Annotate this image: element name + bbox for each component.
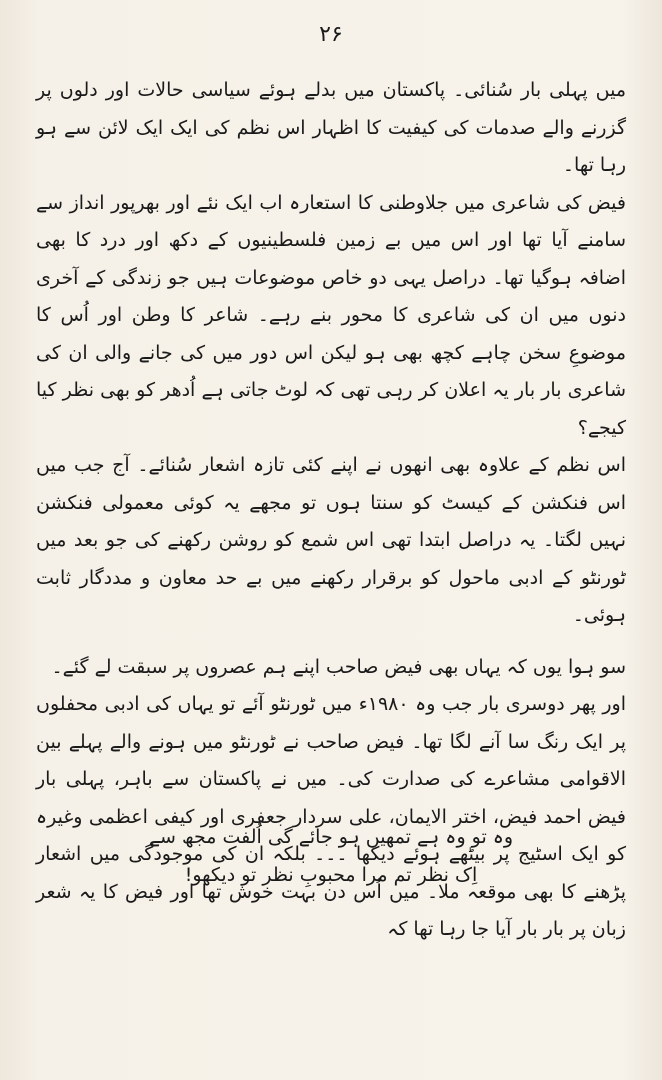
paragraph-1: میں پہلی بار سُنائی۔ پاکستان میں بدلے ہوئے سیاسی حالات اور دلوں پر گزرنے والے صدمات کی کیفیت کا اظہار اس نظم کی ایک ایک لائن سے ہو رہا تھا۔ — [36, 79, 626, 176]
couplet-line-2: اِک نظر تم مرا محبوبِ نظر تو دیکھو! — [184, 864, 478, 886]
paragraph-gap — [36, 635, 626, 649]
paragraph-4: سو ہوا یوں کہ یہاں بھی فیض صاحب اپنے ہم عصروں پر سبقت لے گئے۔ — [51, 655, 626, 678]
paragraph-5: اور پھر دوسری بار جب وہ ۱۹۸۰ء میں ٹورنٹو آئے تو یہاں کی ادبی محفلوں پر ایک رنگ سا آنے لگا تھا۔ فیض صاحب نے ٹورنٹو میں ہونے والے پہلے بین الاقوامی مشاعرے کی صدارت کی۔ میں نے پاکستان سے باہر، پہلی بار فیض احمد فیض، اختر الایمان، علی سردار جعفری اور کیفی اعظمی وغیرہ کو ایک اسٹیج پر بیٹھے ہوئے دیکھا ۔۔۔ بلکہ ان کی موجودگی میں اشعار پڑھنے کا بھی موقعہ ملا۔ میں اُس دن بہت خوش تھا اور فیض کا یہ شعر زبان پر بار بار آیا جا رہا تھا کہ — [36, 693, 626, 940]
poetry-couplet — [0, 818, 662, 894]
paragraph-2: فیض کی شاعری میں جلاوطنی کا استعارہ اب ایک نئے اور بھرپور انداز سے سامنے آیا تھا اور اس میں بے زمین فلسطینیوں کے دکھ اور درد کا بھی اضافہ ہوگیا تھا۔ دراصل یہی دو خاص موضوعات ہیں جو زندگی کے آخری دنوں میں ان کی شاعری کا محور بنے رہے۔ شاعر کا وطن اور اُس کا موضوعِ سخن چاہے کچھ بھی ہو لیکن اس دور میں کی جانے والی ان کی شاعری بار بار یہ اعلان کر رہی تھی کہ لوٹ جاتی ہے اُدھر کو بھی نظر کیا کیجے؟ — [36, 191, 626, 439]
couplet-line-1: وہ تو وہ ہے تمھیں ہو جائے گی اُلفت مجھ سے — [148, 826, 514, 848]
paragraph-3: اس نظم کے علاوہ بھی انھوں نے اپنے کئی تازہ اشعار سُنائے۔ آج جب میں اس فنکشن کے کیسٹ کو سنتا ہوں تو مجھے یہ کوئی معمولی فنکشن نہیں لگتا۔ یہ دراصل ابتدا تھی اس شمع کو روشن رکھنے کی جو بعد میں ٹورنٹو کے ادبی ماحول کو برقرار رکھنے میں بے حد معاون و مددگار ثابت ہوئی۔ — [36, 454, 626, 626]
page-number: ۲۶ — [319, 22, 343, 47]
